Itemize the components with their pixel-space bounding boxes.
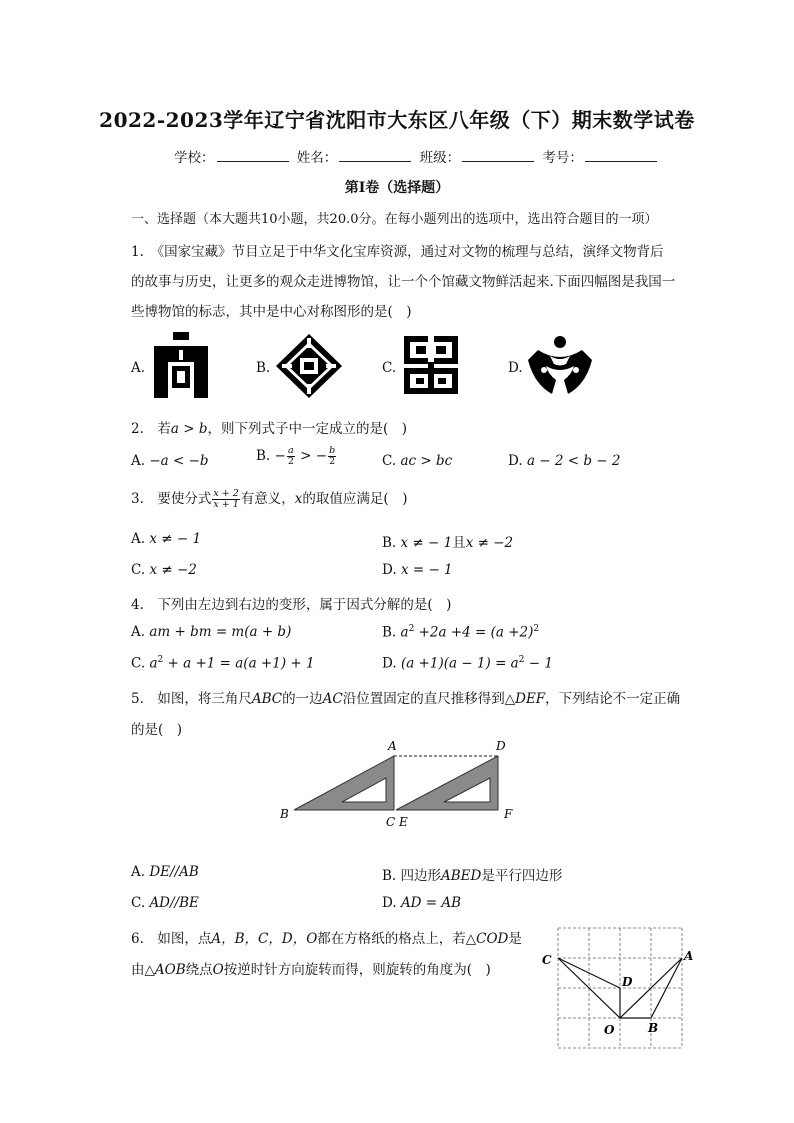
q1-option-b-label: B. xyxy=(256,360,271,376)
q2-option-d: D. a − 2 < b − 2 xyxy=(508,453,621,469)
q6-line1: 6. 如图，点A，B，C，D，O都在方格纸的格点上，若△COD是 xyxy=(131,931,522,947)
q5-option-a: A. DE//AB xyxy=(131,864,199,880)
q4-option-b: B. $a^2 +2a +4 = (a +2)^2$ xyxy=(382,624,540,641)
q3-option-b: B. x ≠ − 1且x ≠ −2 xyxy=(382,535,514,551)
section-heading: 第Ⅰ卷（选择题） xyxy=(344,180,450,196)
q5-label-b: B xyxy=(280,807,289,821)
museum-logo-a-icon xyxy=(150,332,212,398)
q4-option-d: D. $(a +1)(a - 1) = a^2 - 1$ xyxy=(382,655,553,672)
exam-no-label: 考号： xyxy=(542,150,583,166)
q2-option-a: A. −a < −b xyxy=(131,453,209,469)
q5-option-c: C. AD//BE xyxy=(131,895,199,911)
class-blank[interactable] xyxy=(462,149,534,162)
q4-option-a: A. am + bm = m(a + b) xyxy=(131,624,292,640)
q1-line2: 的故事与历史，让更多的观众走进博物馆，让一个个馆藏文物鲜活起来.下面四幅图是我国一 xyxy=(131,274,676,290)
q2-option-b: B. − $\frac{a}{2}$ > − $\frac{b}{2}$ xyxy=(256,445,336,467)
q4-option-c: C. $a^2 + a +1 = a(a +1) + 1$ xyxy=(131,655,315,672)
q3-stem: 3. 要使分式 $\frac{x + 2}{x + 1}$ 有意义，x的取值应满足( ) xyxy=(131,488,408,510)
q1-option-d-label: D. xyxy=(508,360,523,376)
q6-label-c: C xyxy=(542,953,552,967)
q6-grid-figure xyxy=(538,924,698,1052)
q5-label-f: F xyxy=(504,807,513,821)
class-label: 班级： xyxy=(419,150,461,166)
q5-label-ce: C E xyxy=(386,815,408,829)
q1-option-a-label: A. xyxy=(131,360,146,376)
q5-option-b: B. 四边形ABED是平行四边形 xyxy=(382,868,563,884)
q6-label-d: D xyxy=(622,975,633,989)
q1-line3: 些博物馆的标志，其中是中心对称图形的是( ) xyxy=(131,304,412,320)
museum-logo-b-icon xyxy=(276,334,342,398)
q1-line1: 1. 《国家宝藏》节目立足于中华文化宝库资源，通过对文物的梳理与总结，演绎文物背后 xyxy=(131,244,664,260)
museum-logo-c-icon xyxy=(404,336,458,394)
q2-option-c: C. ac > bc xyxy=(382,453,453,469)
q6-label-o: O xyxy=(604,1023,615,1037)
q5-option-d: D. AD = AB xyxy=(382,895,462,911)
q5-line2: 的是( ) xyxy=(131,722,183,738)
q3-option-c: C. x ≠ −2 xyxy=(131,562,197,578)
q4-stem: 4. 下列由左边到右边的变形，属于因式分解的是( ) xyxy=(131,597,452,613)
q6-label-b: B xyxy=(648,1021,659,1035)
q2-stem: 2. 若a > b，则下列式子中一定成立的是( ) xyxy=(131,421,408,437)
q5-line1: 5. 如图，将三角尺ABC的一边AC沿位置固定的直尺推移得到△DEF，下列结论不一定正确 xyxy=(131,691,681,707)
q3-option-d: D. x = − 1 xyxy=(382,562,453,578)
q5-label-d: D xyxy=(496,739,506,753)
exam-title: 2022-2023学年辽宁省沈阳市大东区八年级（下）期末数学试卷 xyxy=(99,108,695,132)
part-heading: 一、选择题（本大题共10小题，共20.0分。在每小题列出的选项中，选出符合题目的一项） xyxy=(131,212,658,227)
name-blank[interactable] xyxy=(339,149,411,162)
name-label: 姓名： xyxy=(296,150,338,166)
school-label: 学校： xyxy=(174,150,215,166)
q3-option-a: A. x ≠ − 1 xyxy=(131,531,202,547)
school-blank[interactable] xyxy=(217,149,289,162)
exam-no-blank[interactable] xyxy=(585,149,657,162)
q5-triangle-figure xyxy=(272,736,522,832)
museum-logo-d-icon xyxy=(528,334,592,396)
q5-label-a: A xyxy=(388,739,397,753)
q6-line2: 由△AOB绕点O按逆时针方向旋转而得，则旋转的角度为( ) xyxy=(131,962,491,978)
student-info-line xyxy=(174,146,661,166)
q1-option-c-label: C. xyxy=(382,360,397,376)
q6-label-a: A xyxy=(684,949,694,963)
